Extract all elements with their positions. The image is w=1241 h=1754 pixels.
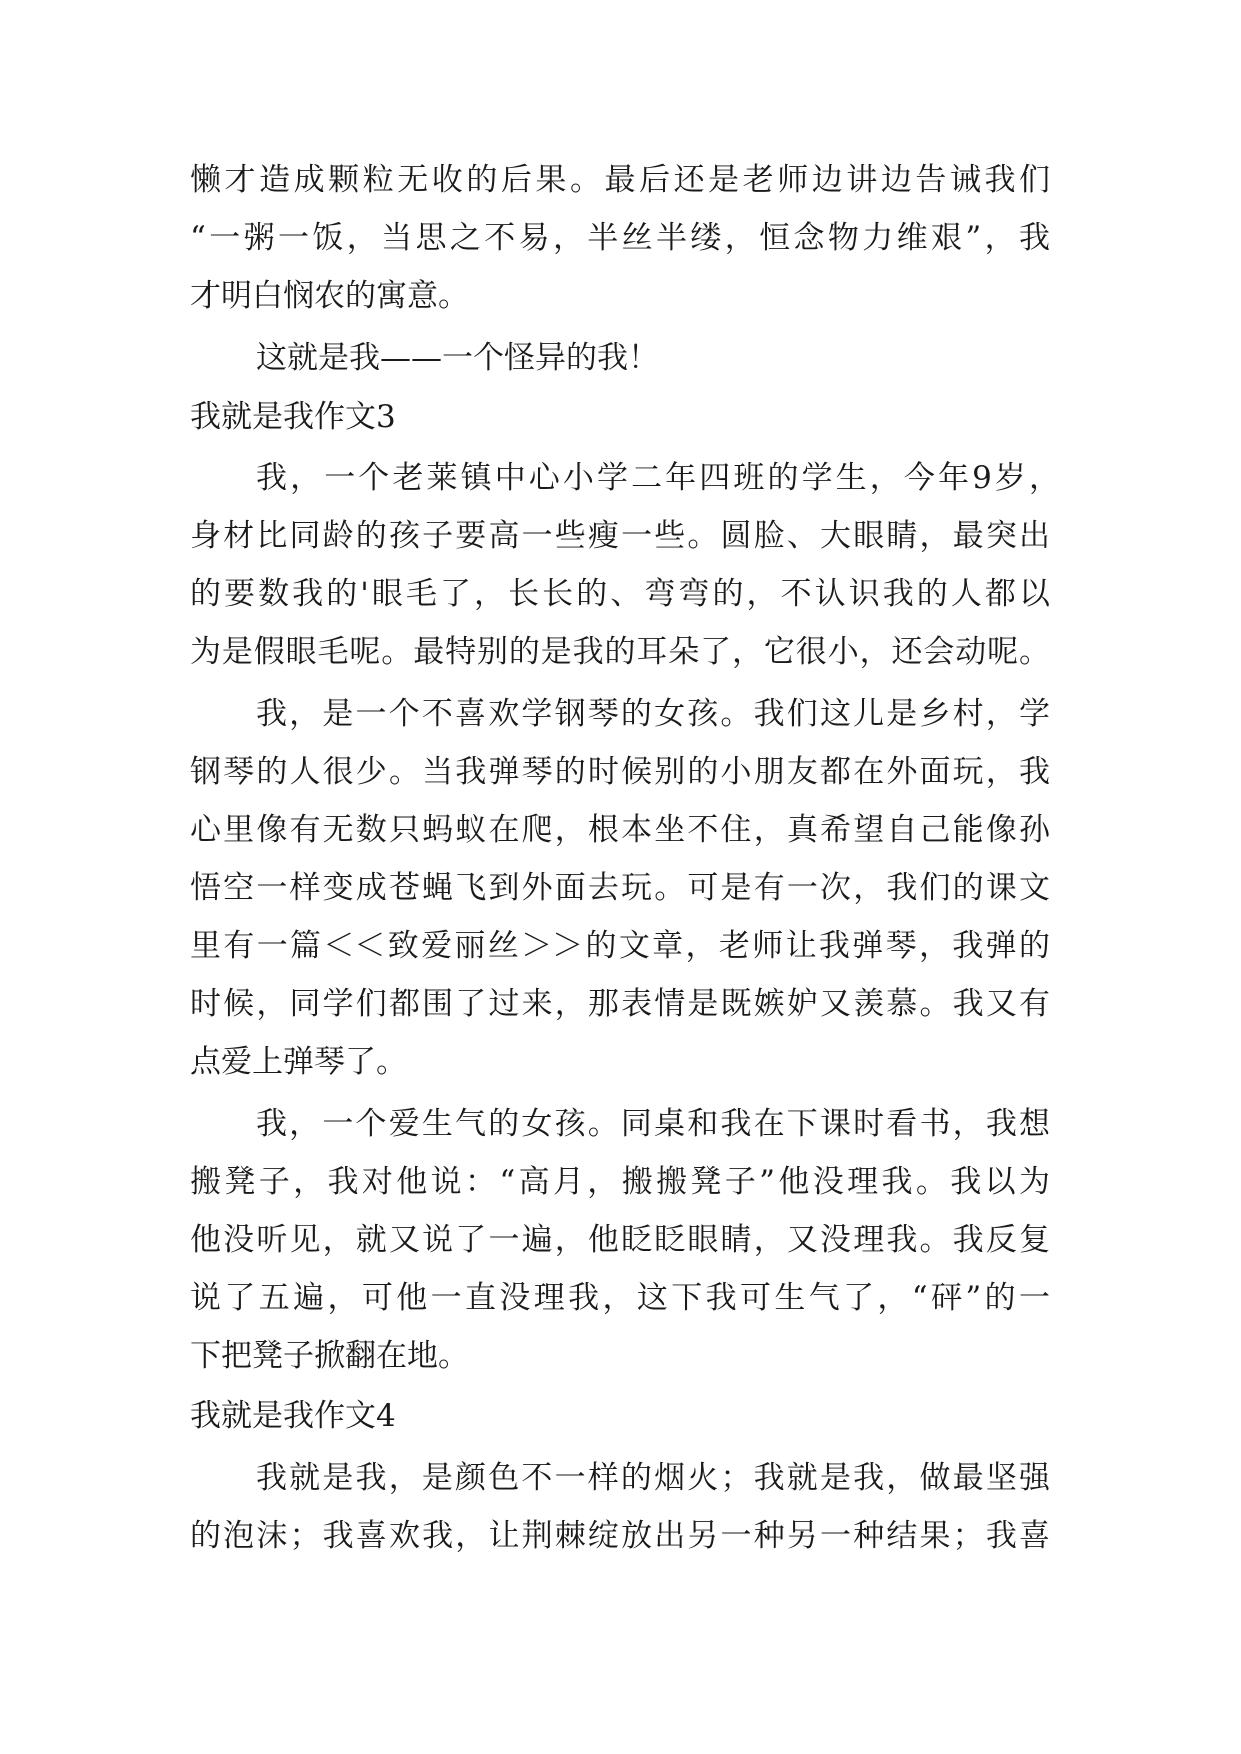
section-heading: 我就是我作文4 (190, 1398, 396, 1434)
text-line: 说了五遍，可他一直没理我，这下我可生气了，“砰”的一 (190, 1280, 1050, 1316)
text-line: 我，是一个不喜欢学钢琴的女孩。我们这儿是乡村，学 (256, 696, 1050, 732)
text-line: “一粥一饭，当思之不易，半丝半缕，恒念物力维艰”，我 (190, 220, 1050, 256)
text-line: 心里像有无数只蚂蚁在爬，根本坐不住，真希望自己能像孙 (190, 812, 1050, 848)
text-line: 他没听见，就又说了一遍，他眨眨眼睛，又没理我。我反复 (190, 1222, 1050, 1258)
text-line: 我，一个爱生气的女孩。同桌和我在下课时看书，我想 (256, 1106, 1050, 1142)
text-line: 懒才造成颗粒无收的后果。最后还是老师边讲边告诫我们 (190, 162, 1050, 198)
text-line: 身材比同龄的孩子要高一些瘦一些。圆脸、大眼睛，最突出 (190, 518, 1050, 554)
text-line: 才明白悯农的寓意。 (190, 278, 469, 314)
text-line: 时候，同学们都围了过来，那表情是既嫉妒又羡慕。我又有 (190, 986, 1050, 1022)
text-line: 的要数我的'眼毛了，长长的、弯弯的，不认识我的人都以 (190, 576, 1050, 612)
text-line: 悟空一样变成苍蝇飞到外面去玩。可是有一次，我们的课文 (190, 870, 1050, 906)
text-line: 下把凳子掀翻在地。 (190, 1338, 469, 1374)
text-line: 我就是我，是颜色不一样的烟火；我就是我，做最坚强 (256, 1460, 1050, 1496)
text-line: 点爱上弹琴了。 (190, 1044, 407, 1080)
text-line: 为是假眼毛呢。最特别的是我的耳朵了，它很小，还会动呢。 (190, 634, 1050, 670)
text-line: 钢琴的人很少。当我弹琴的时候别的小朋友都在外面玩，我 (190, 754, 1050, 790)
text-line: 的泡沫；我喜欢我，让荆棘绽放出另一种另一种结果；我喜 (190, 1518, 1050, 1554)
text-line: 搬凳子，我对他说：“高月，搬搬凳子”他没理我。我以为 (190, 1164, 1050, 1200)
text-line: 我，一个老莱镇中心小学二年四班的学生，今年9岁， (256, 460, 1060, 496)
text-line: 这就是我——一个怪异的我！ (256, 340, 659, 376)
section-heading: 我就是我作文3 (190, 399, 396, 435)
text-line: 里有一篇＜＜致爱丽丝＞＞的文章，老师让我弹琴，我弹的 (190, 928, 1050, 964)
